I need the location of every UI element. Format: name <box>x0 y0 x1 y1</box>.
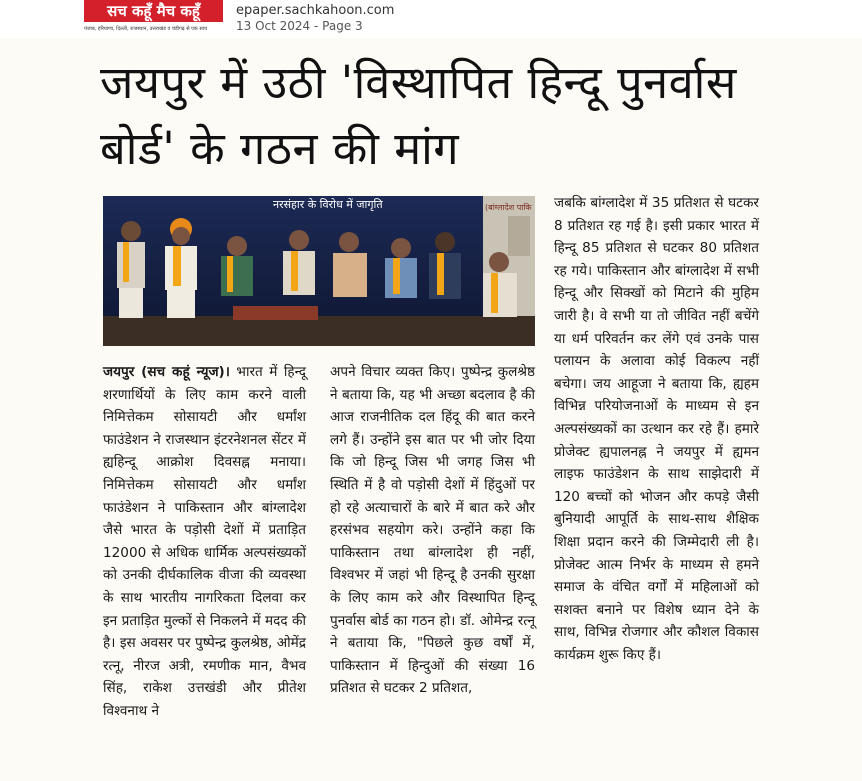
epaper-date: 13 Oct 2024 - Page 3 <box>236 19 363 33</box>
logo-name: सच कहूँ मैच कहूँ <box>84 0 223 22</box>
epaper-url[interactable]: epaper.sachkahoon.com <box>236 3 395 18</box>
epaper-top-bar <box>0 0 862 38</box>
photo-banner-text: नरसंहार के विरोध में जागृति <box>273 198 383 211</box>
article-column-left-text: भारत में हिन्दू शरणार्थियों के लिए काम करने वाली निमित्तेकम सोसायटी और धर्मांश फाउंडेशन ने राजस्थान इंटरनेशनल सेंटर में ह्यहिन्दू आक्रोश दिवसह्न मनाया। निमित्तेकम सोसायटी और धर्मांश फाउंडेशन ने पाकिस्तान और बांग्लादेश जैसे भारत के पड़ोसी देशों में प्रताड़ित 12000 से अधिक धार्मिक अल्पसंख्यकों को उनकी दीर्घकालिक वीजा की व्यवस्था के साथ भारतीय नागरिकता दिलवा कर इन प्रताड़ित मुल्कों से निकलने में मदद की है। इस अवसर पर पुष्पेन्द्र कुलश्रेष्ठ, ओमेंद्र रत्नू, नीरज अत्री, रमणीक मान, वैभव सिंह, राकेश उत्तखंडी और प्रीतेश विश्वनाथ ने <box>103 364 306 719</box>
article-column-right: जबकि बांग्लादेश में 35 प्रतिशत से घटकर 8 प्रतिशत रह गई है। इसी प्रकार भारत में हिन्दू 85 प्रतिशत से घटकर 80 प्रतिशत रह गये। पाकिस्तान और बांग्लादेश में सभी हिन्दू और सिक्खों को मिटाने की मुहिम जारी है। वे सभी या तो जीवित नहीं बचेंगे या धर्म परिवर्तन कर लेंगे एवं उनके पास पलायन के अलावा कोई विकल्प नहीं बचेगा। जय आहूजा ने बताया कि, ह्यहम विभिन्न परियोजनाओं के माध्यम से इन अल्पसंख्यकों का उत्थान कर रहे हैं। हमारे प्रोजेक्ट ह्यपालनह्न ने जयपुर में ह्यमन लाइफ फाउंडेशन के साथ साझेदारी में 120 बच्चों को भोजन और कपड़े जैसी बुनियादी आपूर्ति के साथ-साथ शैक्षिक शिक्षा प्रदान करने की जिम्मेदारी ली है। प्रोजेक्ट आत्म निर्भर के माध्यम से हमने समाज के वंचित वर्गों में महिलाओं को सशक्त बनाने पर विशेष ध्यान देने के साथ, विभिन्न रोजगार और कौशल विकास कार्यक्रम शुरू किए हैं। <box>554 195 759 663</box>
article-column-middle: अपने विचार व्यक्त किए। पुष्पेन्द्र कुलश्रेष्ठ ने बताया कि, यह भी अच्छा बदलाव है की आज राजनीतिक दल हिंदू की बात करने लगे हैं। उन्होंने इस बात पर भी जोर दिया कि जो हिन्दू जिस भी जगह जिस भी स्थिति में है वो पड़ोसी देशों में हिंदुओं पर हो रहे अत्याचारों के बारे में बात करे और हरसंभव सहयोग करे। उन्होंने कहा कि पाकिस्तान तथा बांग्लादेश ही नहीं, विश्वभर में जहां भी हिन्दू है उनकी सुरक्षा के लिए काम करे और विस्थापित हिन्दू पुनर्वास बोर्ड का गठन हो। डॉ. ओमेन्द्र रत्नू ने बताया कि, "पिछले कुछ वर्षों में, पाकिस्तान में हिन्दुओं की संख्या 16 प्रतिशत से घटकर 2 प्रतिशत, <box>330 364 535 697</box>
newspaper-logo[interactable] <box>84 0 223 36</box>
event-photo <box>103 196 535 346</box>
article-column-left <box>103 361 306 723</box>
logo-tagline: पंजाब, हरियाणा, दिल्ली, राजस्थान, उत्तराखंड व चंडीगढ़ से एक साथ <box>84 26 208 32</box>
article-headline: जयपुर में उठी 'विस्थापित हिन्दू पुनर्वास बोर्ड' के गठन की मांग <box>100 56 737 175</box>
article-dateline: जयपुर (सच कहूं न्यूज)। <box>103 364 230 380</box>
photo-banner-right-text: (बांग्लादेश पाकि <box>485 203 532 212</box>
